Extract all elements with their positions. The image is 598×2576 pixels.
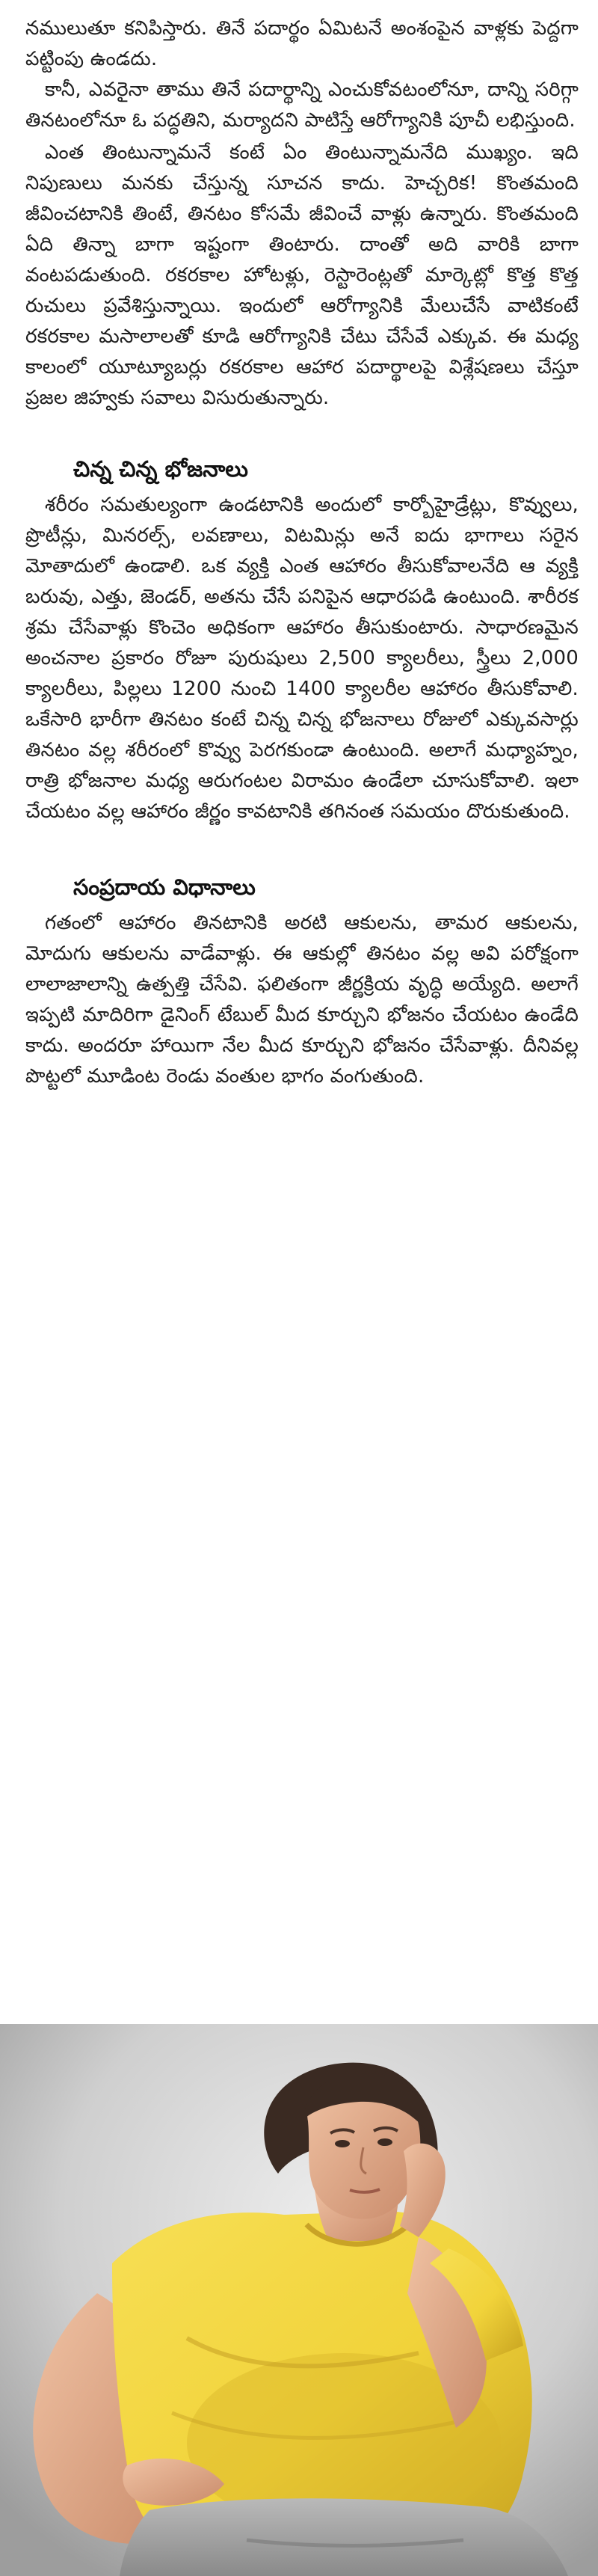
article-paragraph-3: ఎంత తింటున్నామనే కంటే ఏం తింటున్నామనేది ముఖ్యం. ఇది నిపుణులు మనకు చేస్తున్న సూచన కాదు. హెచ్చరిక! కొంతమంది జీవించటానికి తింటే, తినటం కోసమే జీవించే వాళ్లు ఉన్నారు. కొంతమంది ఏది తిన్నా బాగా ఇష్టంగా తింటారు. దాంతో అది వారికి బాగా వంటపడుతుంది. రకరకాల హోటళ్లు, రెస్టారెంట్లతో మార్కెట్లో కొత్త కొత్త రుచులు ప్రవేశిస్తున్నాయి. ఇందులో ఆరోగ్యానికి మేలుచేసే వాటికంటే రకరకాల మసాలాలతో కూడి ఆరోగ్యానికి చేటు చేసేవే ఎక్కువ. ఈ మధ్య కాలంలో యూట్యూబర్లు రకరకాల ఆహార పదార్థాలపై విశ్లేషణలు చేస్తూ ప్రజల జిహ్వకు సవాలు విసురుతున్నారు. bbox=[25, 141, 579, 409]
section-body-traditional-methods: గతంలో ఆహారం తినటానికి అరటి ఆకులను, తామర ఆకులను, మోదుగు ఆకులను వాడేవాళ్లు. ఈ ఆకుల్లో తినటం వల్ల అవి పరోక్షంగా లాలాజాలాన్ని ఉత్పత్తి చేసేవి. ఫలితంగా జీర్ణక్రియ వృద్ధి అయ్యేది. అలాగే ఇప్పటి మాదిరిగా డైనింగ్‌ టేబుల్‌ మీద కూర్చుని భోజనం చేయటం ఉండేది కాదు. అందరూ హాయిగా నేల మీద కూర్చుని భోజనం చేసేవాళ్లు. దీనివల్ల పొట్టలో మూడింట రెండు వంతుల భాగం వంగుతుంది. bbox=[25, 912, 579, 1088]
article-paragraph-2: కానీ, ఎవరైనా తాము తినే పదార్థాన్ని ఎంచుకోవటంలోనూ, దాన్ని సరిగ్గా తినటంలోనూ ఓ పద్ధతిని, మర్యాదని పాటిస్తే ఆరోగ్యానికి పూచీ లభిస్తుంది. bbox=[25, 79, 579, 132]
section-heading-traditional-methods: సంప్రదాయ విధానాలు bbox=[73, 874, 256, 900]
right-eye bbox=[377, 2138, 392, 2146]
section-body-small-meals: శరీరం సమతుల్యంగా ఉండటానికి అందులో కార్బోహైడ్రేట్లు, కొవ్వులు, ప్రొటీన్లు, మినరల్స్‌, లవణాలు, విటమిన్లు అనే ఐదు భాగాలు సరైన మోతాదులో ఉండాలి. ఒక వ్యక్తి ఎంత ఆహారం తీసుకోవాలనేది ఆ వ్యక్తి బరువు, ఎత్తు, జెండర్‌, అతను చేసే పనిపైన ఆధారపడి ఉంటుంది. శారీరక శ్రమ చేసేవాళ్లు కొంచెం అధికంగా ఆహారం తీసుకుంటారు. సాధారణమైన అంచనాల ప్రకారం రోజూ పురుషులు 2,500 క్యాలరీలు, స్త్రీలు 2,000 క్యాలరీలు, పిల్లలు 1200 నుంచి 1400 క్యాలరీల ఆహారం తీసుకోవాలి. ఒకేసారి భారీగా తినటం కంటే చిన్న చిన్న భోజనాలు రోజులో ఎక్కువసార్లు తినటం వల్ల శరీరంలో కొవ్వు పెరగకుండా ఉంటుంది. అలాగే మధ్యాహ్నం, రాత్రి భోజనాల మధ్య ఆరుగంటల విరామం ఉండేలా చూసుకోవాలి. ఇలా చేయటం వల్ల ఆహారం జీర్ణం కావటానికి తగినంత సమయం దొరుకుతుంది. bbox=[25, 494, 579, 823]
article-photo-woman-in-yellow-shirt bbox=[0, 2024, 598, 2576]
left-eye bbox=[335, 2140, 350, 2147]
section-heading-small-meals: చిన్న చిన్న భోజనాలు bbox=[73, 456, 248, 482]
article-paragraph-1: నములుతూ కనిపిస్తారు. తినే పదార్థం ఏమిటనే అంశంపైన వాళ్లకు పెద్దగా పట్టింపు ఉండదు. bbox=[25, 17, 579, 70]
